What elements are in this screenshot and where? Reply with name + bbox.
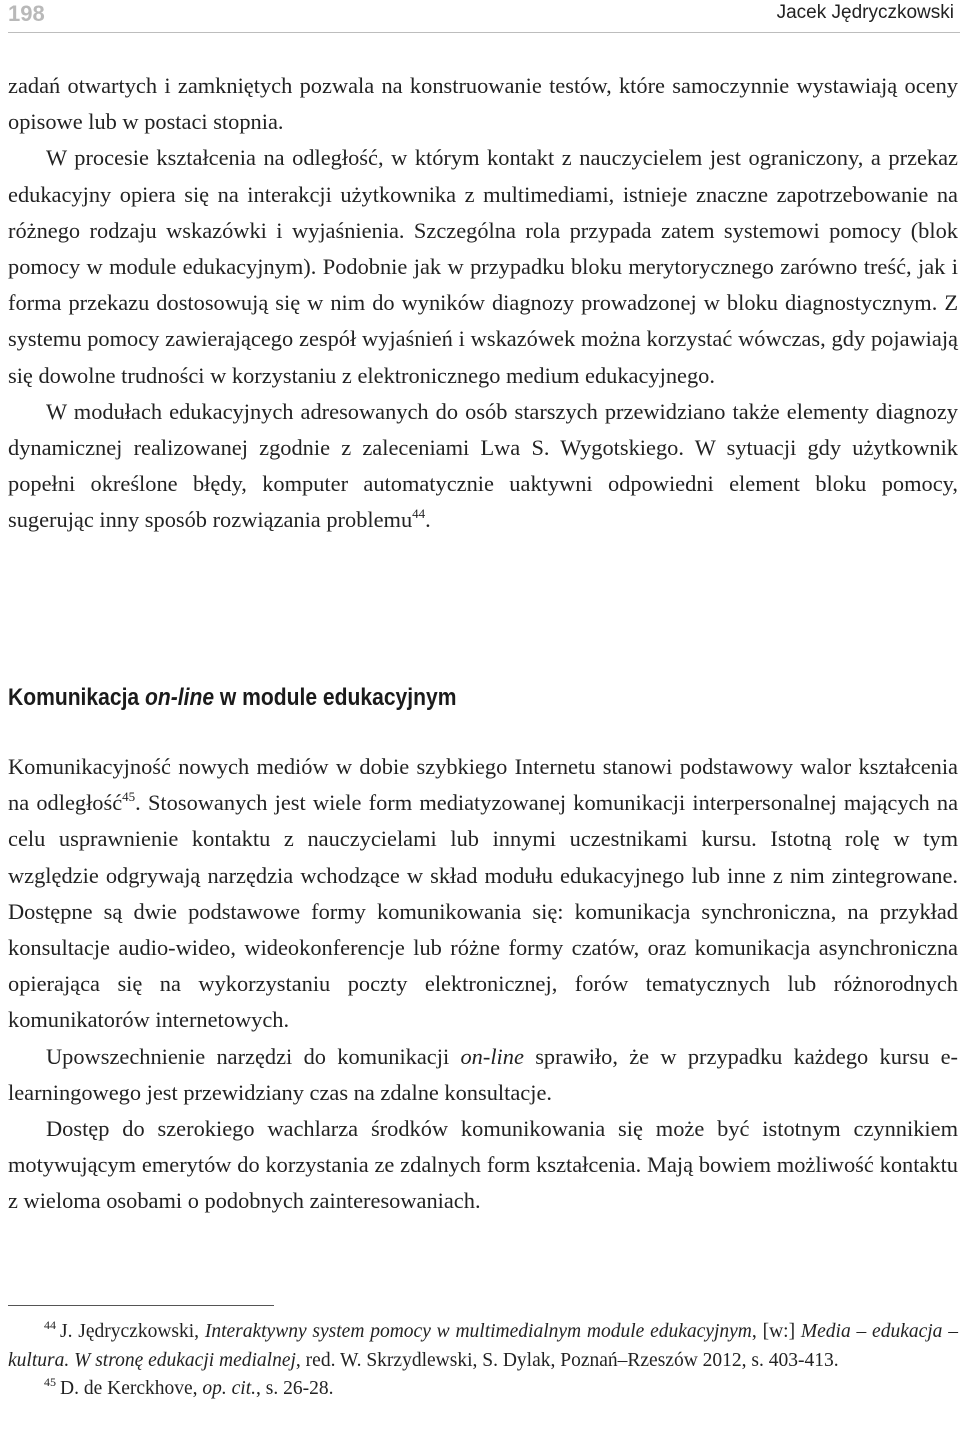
running-head-author: Jacek Jędryczkowski xyxy=(776,2,954,23)
body-text-top xyxy=(8,68,958,539)
footnote-rule xyxy=(8,1305,274,1306)
section-heading: Komunikacja on-line w module edukacyjnym xyxy=(8,684,457,711)
body-text-bottom xyxy=(8,749,958,1220)
paragraph-continuation: zadań otwartych i zamkniętych pozwala na konstruowanie testów, które samoczynnie wystawiają oceny opisowe lub w postaci stopnia. xyxy=(8,73,958,135)
paragraph-dynamic-diagnosis: W modułach edukacyjnych adresowanych do osób starszych przewidziano także elementy diagnozy dynamicznej realizowanej zgodnie z zaleceniami Lwa S. Wygotskiego. W sytuacji gdy użytkownik popełni określone błędy, komputer automatycznie uaktywni odpowiedni element bloku pomocy, sugerując inny sposób rozwiązania problemu$^{44}$. xyxy=(8,398,958,533)
paragraph-online-tools: Upowszechnienie narzędzi do komunikacji on-line sprawiło, że w przypadku każdego kursu e-learningowego jest przewidziany czas na zdalne konsultacje. xyxy=(8,1043,958,1105)
footnote-44: 44 J. Jędryczkowski, Interaktywny system pomocy w multimedialnym module edukacyjnym, [w:] Media – edukacja – kultura. W stronę edukacji medialnej, red. W. Skrzydlewski, S. Dylak, Poznań–Rzeszów 2012, s. 403-413. xyxy=(8,1318,958,1371)
footnotes xyxy=(8,1318,958,1404)
footnote-45: 45 D. de Kerckhove, op. cit., s. 26-28. xyxy=(44,1375,334,1399)
paragraph-communicativeness: Komunikacyjność nowych mediów w dobie szybkiego Internetu stanowi podstawowy walor kształcenia na odległość$^{45}$. Stosowanych jest wiele form mediatyzowanej komunikacji interpersonalnej mających na celu usprawnienie kontaktu z nauczycielami lub innymi uczestnikami kursu. Istotną rolę w tym względzie odgrywają narzędzia wchodzące w skład modułu edukacyjnego lub inne z nim zintegrowane. Dostępne są dwie podstawowe formy komunikowania się: komunikacja synchroniczna, na przykład konsultacje audio-wideo, wideokonferencje lub różne formy czatów, oraz komunikacja asynchroniczna opierająca się na wykorzystaniu poczty elektronicznej, forów tematycznych lub różnorodnych komunikatorów internetowych. xyxy=(8,754,959,1033)
header-rule xyxy=(8,32,960,33)
paragraph-motivation: Dostęp do szerokiego wachlarza środków komunikowania się może być istotnym czynnikiem motywującym emerytów do korzystania ze zdalnych form kształcenia. Mają bowiem możliwość kontaktu z wieloma osobami o podobnych zainteresowaniach. xyxy=(8,1116,958,1214)
paragraph-help-system: W procesie kształcenia na odległość, w którym kontakt z nauczycielem jest ograniczony, a przekaz edukacyjny opiera się na interakcji użytkownika z multimediami, istnieje znaczne zapotrzebowanie na różnego rodzaju wskazówki i wyjaśnienia. Szczególna rola przypada zatem systemowi pomocy (blok pomocy w module edukacyjnym). Podobnie jak w przypadku bloku merytorycznego zarówno treść, jak i forma przekazu dostosowują się w nim do wyników diagnozy prowadzonej w bloku diagnostycznym. Z systemu pomocy zawierającego zespół wyjaśnień i wskazówek można korzystać wówczas, gdy pojawiają się dowolne trudności w korzystaniu z elektronicznego medium edukacyjnego. xyxy=(8,145,958,388)
footnote-ref-45: 45 xyxy=(122,789,136,805)
page-header xyxy=(0,0,960,36)
page-number: 198 xyxy=(8,1,45,26)
footnote-ref-44: 44 xyxy=(412,506,426,522)
